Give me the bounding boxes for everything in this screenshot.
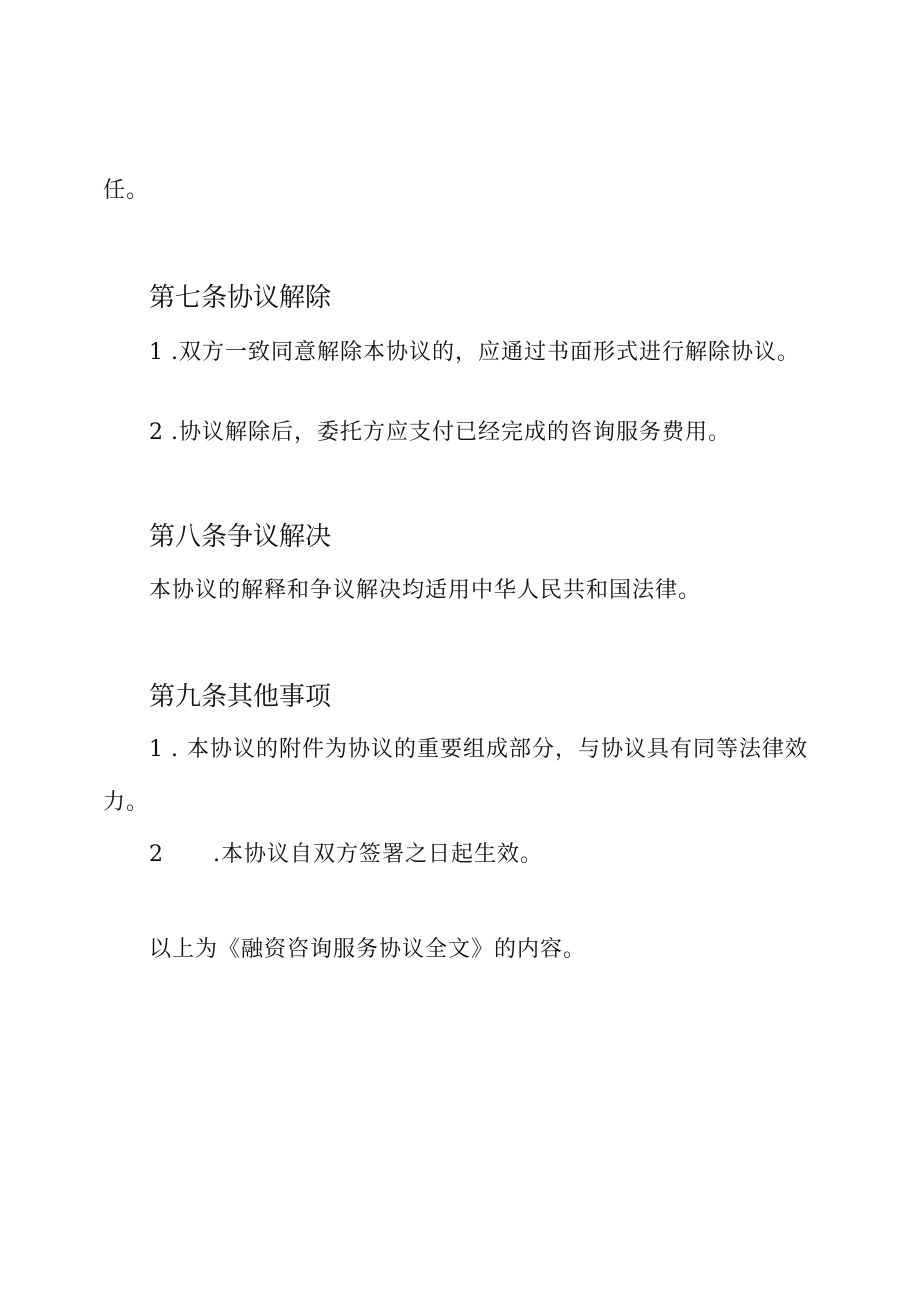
article-9-heading: 第九条其他事项 — [149, 682, 332, 712]
article-9-item-2 — [149, 840, 543, 870]
article-7-item-2 — [149, 418, 731, 448]
article-9-item-1-wrap: 力。 — [103, 790, 150, 815]
item-text: .双方一致同意解除本协议的，应通过书面形式进行解除协议。 — [171, 340, 800, 365]
continuation-text: 任。 — [103, 178, 150, 203]
item-text: .本协议自双方签署之日起生效。 — [213, 842, 543, 867]
item-number: 1 — [149, 340, 164, 365]
item-text: . 本协议的附件为协议的重要组成部分，与协议具有同等法律效 — [171, 737, 808, 762]
article-8-text: 本协议的解释和争议解决均适用中华人民共和国法律。 — [149, 578, 702, 603]
article-9-item-1 — [149, 735, 808, 765]
item-text: .协议解除后，委托方应支付已经完成的咨询服务费用。 — [171, 420, 731, 445]
item-number: 1 — [149, 737, 164, 762]
article-8-heading: 第八条争议解决 — [149, 522, 332, 552]
article-7-item-1 — [149, 338, 800, 368]
item-number: 2 — [149, 842, 164, 867]
closing-text: 以上为《融资咨询服务协议全文》的内容。 — [149, 937, 587, 962]
item-number: 2 — [149, 420, 164, 445]
article-7-heading: 第七条协议解除 — [149, 283, 332, 313]
